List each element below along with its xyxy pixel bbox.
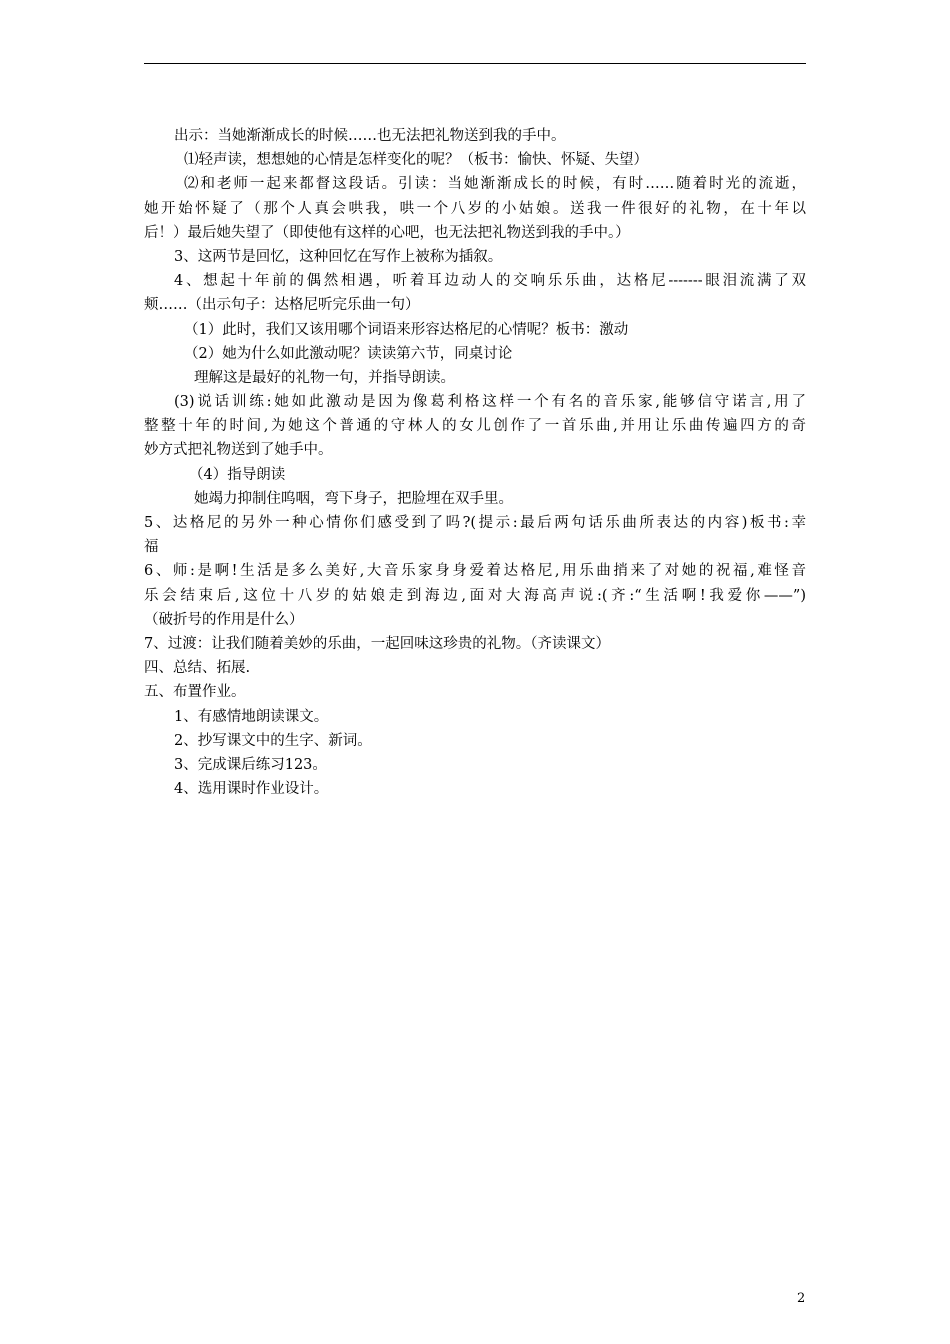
paragraph-line: 她竭力抑制住呜咽，弯下身子，把脸埋在双手里。 xyxy=(194,490,513,507)
page-number: 2 xyxy=(797,1291,806,1306)
homework-item: 3、完成课后练习123。 xyxy=(174,756,327,773)
homework-item: 4、选用课时作业设计。 xyxy=(174,781,329,798)
paragraph-line: （1）此时，我们又该用哪个词语来形容达格尼的心情呢？板书：激动 xyxy=(184,321,629,338)
paragraph-line: 福 xyxy=(144,539,159,556)
paragraph-line: 5、达格尼的另外一种心情你们感受到了吗?(提示:最后两句话乐曲所表达的内容)板书:幸 xyxy=(144,515,806,531)
document-body xyxy=(144,124,806,801)
paragraph-line: 3、这两节是回忆，这种回忆在写作上被称为插叙。 xyxy=(174,248,503,265)
paragraph-line: ⑵和老师一起来都督这段话。引读：当她渐渐成长的时候，有时……随着时光的流逝， xyxy=(184,176,806,193)
paragraph-line: 理解这是最好的礼物一句，并指导朗读。 xyxy=(194,369,455,386)
paragraph-line: 后！）最后她失望了（即使他有这样的心吧，也无法把礼物送到我的手中。） xyxy=(144,224,630,241)
homework-item: 1、有感情地朗读课文。 xyxy=(174,708,329,725)
paragraph-line: 出示：当她渐渐成长的时候……也无法把礼物送到我的手中。 xyxy=(174,128,566,144)
paragraph-line: 7、过渡：让我们随着美妙的乐曲，一起回味这珍贵的礼物。（齐读课文） xyxy=(144,635,610,652)
paragraph-line: 整整十年的时间,为她这个普通的守林人的女儿创作了一首乐曲,并用让乐曲传遍四方的奇 xyxy=(144,418,806,435)
section-heading: 四、总结、拓展. xyxy=(144,660,251,677)
paragraph-line: （4）指导朗读 xyxy=(189,466,286,483)
paragraph-line: (3)说话训练:她如此激动是因为像葛利格这样一个有名的音乐家,能够信守诺言,用了 xyxy=(174,394,806,411)
paragraph-line: 颊……（出示句子：达格尼听完乐曲一句） xyxy=(144,297,420,314)
paragraph-line: 乐会结束后,这位十八岁的姑娘走到海边,面对大海高声说:(齐:“生活啊!我爱你——”) xyxy=(144,587,806,604)
header-rule xyxy=(144,63,806,64)
paragraph-line: （2）她为什么如此激动呢？读读第六节，同桌讨论 xyxy=(184,345,513,362)
paragraph-line: 6、师:是啊!生活是多么美好,大音乐家身身爱着达格尼,用乐曲捎来了对她的祝福,难怪音 xyxy=(144,563,806,580)
paragraph-line: 她开始怀疑了（那个人真会哄我，哄一个八岁的小姑娘。送我一件很好的礼物，在十年以 xyxy=(144,200,806,217)
paragraph-line: 4、想起十年前的偶然相遇，听着耳边动人的交响乐乐曲，达格尼-------眼泪流满了双 xyxy=(174,273,806,290)
homework-item: 2、抄写课文中的生字、新词。 xyxy=(174,732,372,749)
paragraph-line: 妙方式把礼物送到了她手中。 xyxy=(144,442,333,459)
paragraph-line: ⑴轻声读，想想她的心情是怎样变化的呢？（板书：愉快、怀疑、失望） xyxy=(184,152,648,169)
section-heading: 五、布置作业。 xyxy=(144,684,246,701)
paragraph-line: （破折号的作用是什么） xyxy=(144,611,304,628)
